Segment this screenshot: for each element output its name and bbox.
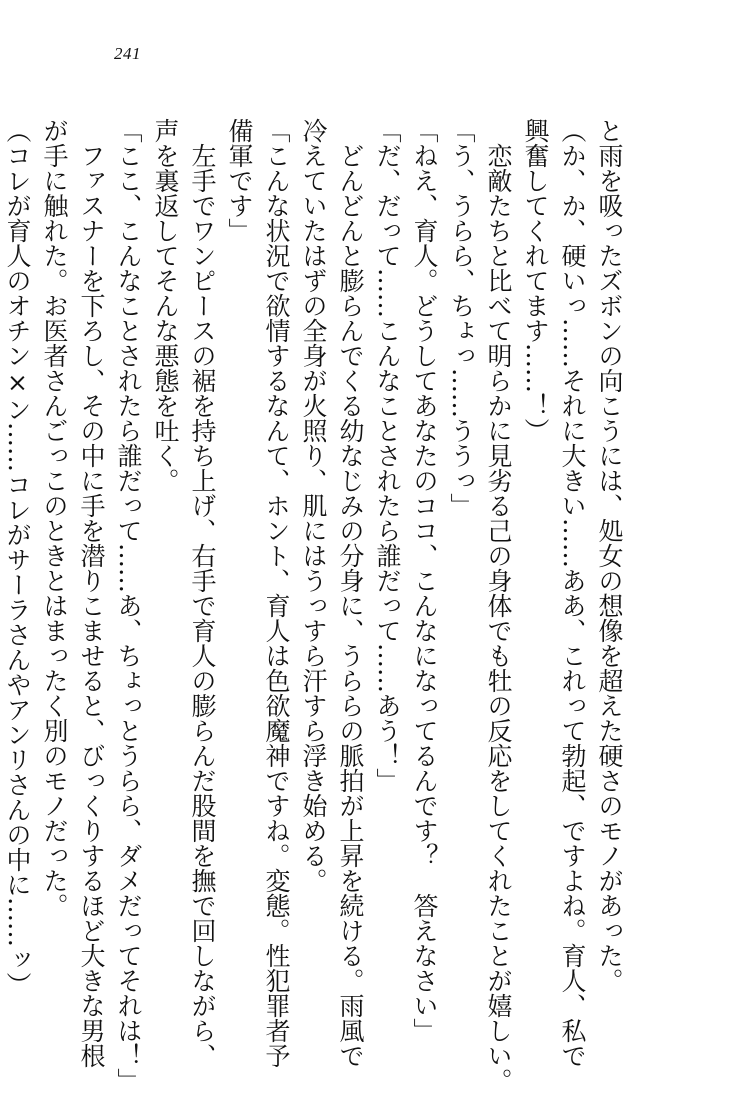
body-text	[0, 118, 628, 1093]
text-line: 恋敵たちと比べて明らかに見劣る己の身体でも牡の反応をしてくれたことが嬉しい。	[484, 143, 513, 1093]
text-line: 冷えていたはずの全身が火照り、肌にはうっすら汗すら浮き始める。	[299, 118, 328, 893]
text-line: 「だ、だって……こんなことされたら誰だって……あう！」	[373, 118, 402, 793]
text-line: 「ねえ、育人。どうしてあなたのココ、こんなになってるんです？ 答えなさい」	[410, 118, 439, 1043]
text-line: どんどんと膨らんでくる幼なじみの分身に、うららの脈拍が上昇を続ける。雨風で	[336, 143, 365, 1068]
page-number: 241	[114, 44, 141, 63]
text-line: ファスナーを下ろし、その中に手を潜りこませると、びっくりするほど大きな男根	[77, 143, 106, 1068]
text-line: と雨を吸ったズボンの向こうには、処女の想像を超えた硬さのモノがあった。	[595, 118, 624, 993]
text-line: 備軍です」	[225, 118, 254, 243]
text-line: 左手でワンピースの裾を持ち上げ、右手で育人の膨らんだ股間を撫で回しながら、	[188, 143, 217, 1068]
text-line: が手に触れた。お医者さんごっこのときとはまったく別のモノだった。	[40, 118, 69, 918]
text-line: （か、か、硬いっ……それに大きい……ああ、これって勃起、ですよね。育人、私で	[558, 118, 587, 1068]
text-line: 「ここ、こんなことされたら誰だって……あ、ちょっとうらら、ダメだってそれは！」	[114, 118, 143, 1093]
text-line: 「う、うらら、ちょっ……ううっ」	[447, 118, 476, 518]
text-line: 興奮してくれてます……！）	[521, 118, 550, 443]
text-line: 「こんな状況で欲情するなんて、ホント、育人は色欲魔神ですね。変態。性犯罪者予	[262, 118, 291, 1068]
text-line: （コレが育人のオチン×ン……コレがサーラさんやアンリさんの中に……ッ）	[3, 118, 32, 997]
text-line: 声を裏返してそんな悪態を吐く。	[151, 118, 180, 493]
